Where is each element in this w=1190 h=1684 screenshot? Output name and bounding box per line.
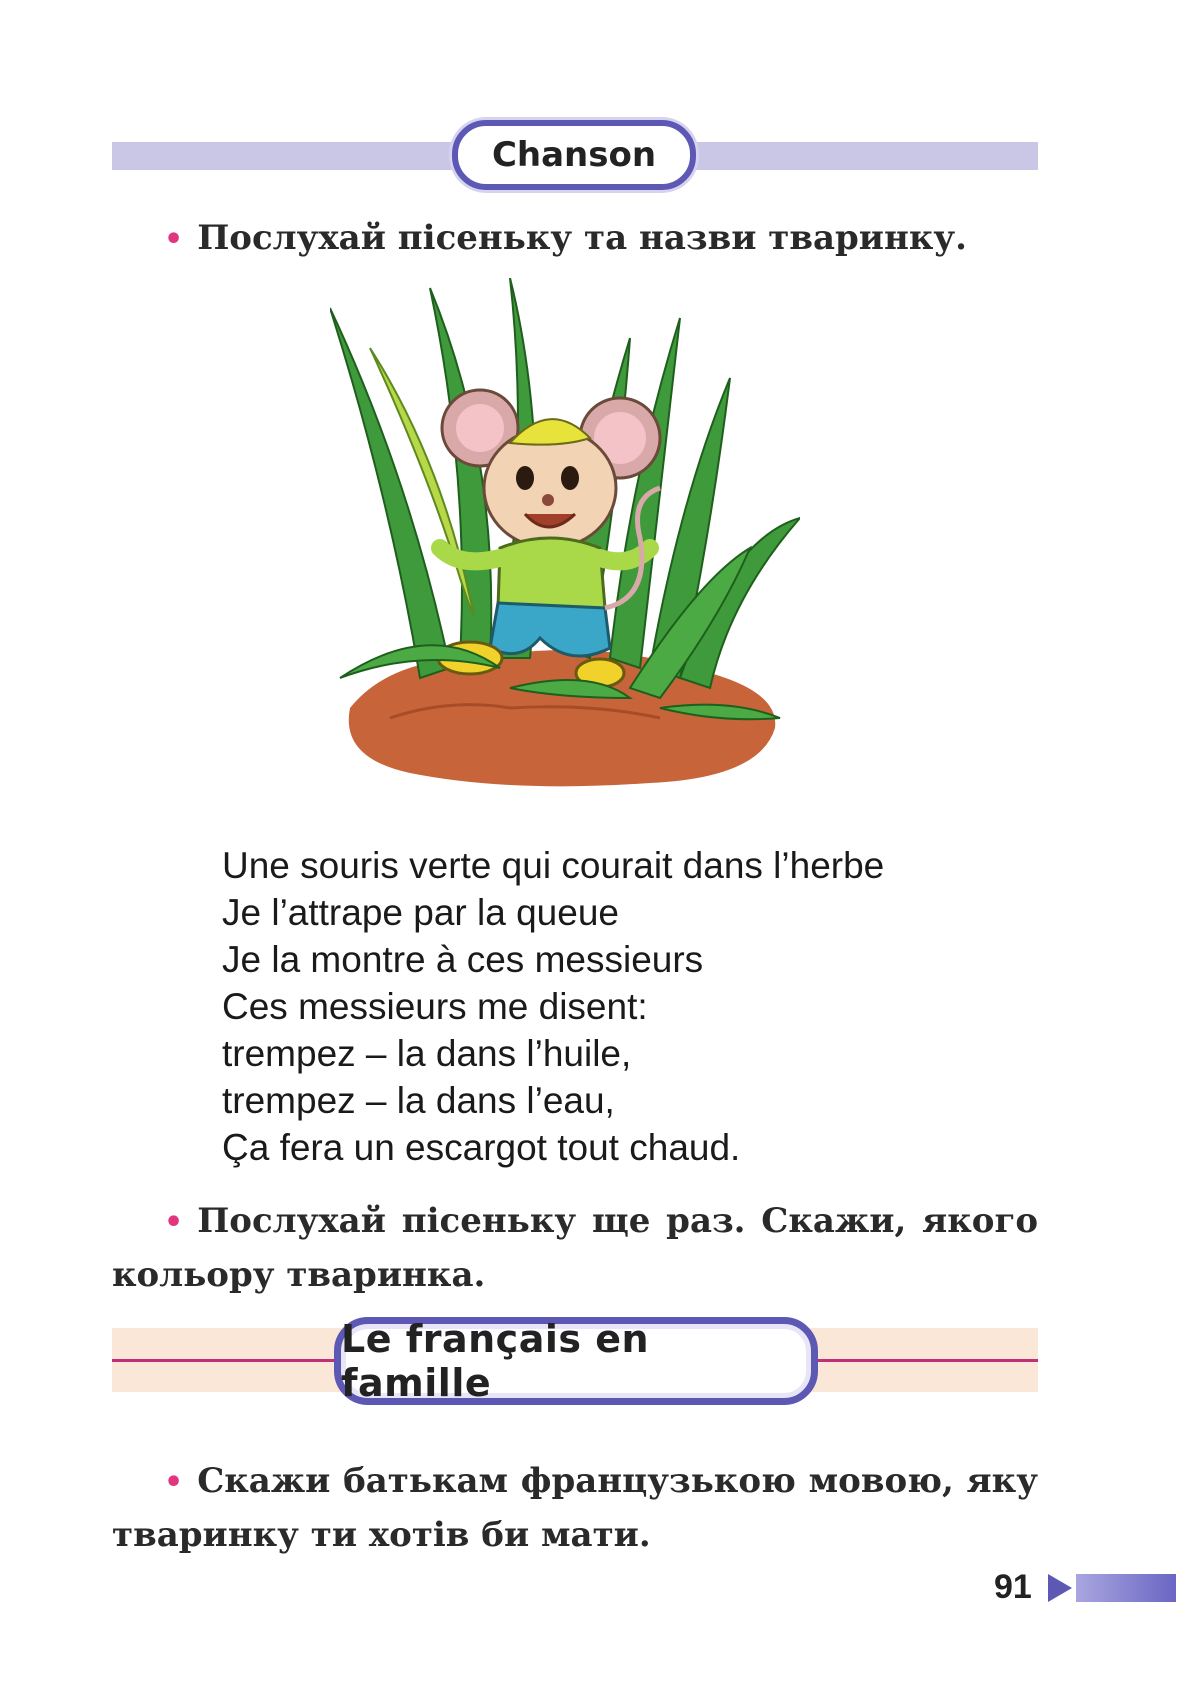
lyrics-line: trempez – la dans l’eau, — [222, 1080, 615, 1121]
lyrics-line: trempez – la dans l’huile, — [222, 1033, 632, 1074]
mouse-head — [484, 428, 616, 548]
instruction-text: Послухай пісеньку ще раз. Скажи, якого кольору тваринка. — [112, 1201, 1038, 1295]
page-bar — [1076, 1574, 1176, 1602]
lyrics-line: Je la montre à ces messieurs — [222, 939, 704, 980]
famille-section-title: Le français en famille — [334, 1317, 818, 1405]
lyrics-line: Une souris verte qui courait dans l’herbe — [222, 845, 885, 886]
chanson-section-title: Chanson — [452, 120, 696, 190]
instruction-listen-song — [164, 218, 967, 258]
mouse-eye-left — [516, 466, 534, 490]
lyrics-line: Ça fera un escargot tout chaud. — [222, 1127, 741, 1168]
mouse-in-grass-illustration — [330, 278, 800, 798]
lyrics-line: Je l’attrape par la queue — [222, 892, 619, 933]
instruction-text: Послухай пісеньку та назви тваринку. — [197, 218, 968, 258]
bullet-icon: • — [164, 222, 184, 257]
song-lyrics — [222, 842, 884, 1171]
bullet-icon: • — [164, 1465, 184, 1500]
instruction-tell-parents — [112, 1455, 1038, 1561]
mouse-pants — [490, 603, 610, 656]
page-number: 91 — [994, 1568, 1032, 1606]
mouse-eye-right — [561, 466, 579, 490]
mouse-nose — [542, 494, 554, 506]
instruction-listen-again — [112, 1195, 1038, 1301]
mouse-ear-left-inner — [456, 404, 504, 452]
bullet-icon: • — [164, 1205, 184, 1240]
page-arrow-icon — [1048, 1574, 1072, 1602]
instruction-text: Скажи батькам французькою мовою, яку тваринку ти хотів би мати. — [112, 1461, 1038, 1555]
lyrics-line: Ces messieurs me disent: — [222, 986, 648, 1027]
